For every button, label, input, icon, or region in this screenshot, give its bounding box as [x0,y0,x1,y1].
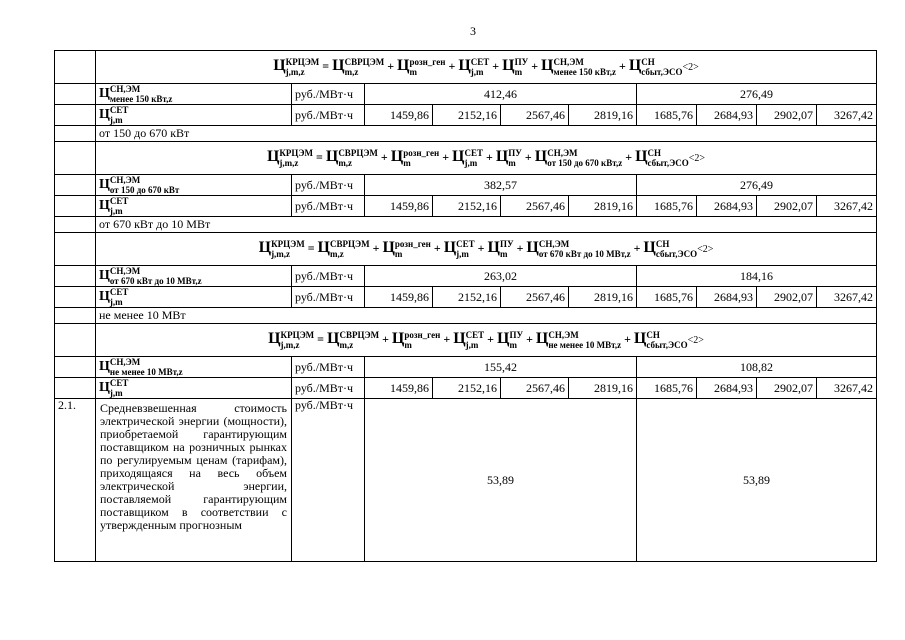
formula-part-plus: + [492,58,500,73]
value-cell: 2902,07 [757,378,817,399]
section-heading [96,308,877,324]
formula-part-C: Ц [99,267,110,283]
formula-part-eq: = [316,149,323,164]
price-formula [96,324,877,357]
formula-part-sup-pu: ПУ [509,330,524,340]
formula-part-sup-set: СЕТ [470,57,490,67]
value-cell: 1685,76 [637,378,697,399]
formula-part-sub-m: m [514,67,523,77]
value-cell: 276,49 [637,84,877,105]
value-cell: 1685,76 [637,105,697,126]
formula-part-C: Ц [99,288,110,304]
formula-part-sup-set: СЕТ [109,287,129,297]
formula-part-sub-snem: не менее 10 МВт,z [548,340,622,350]
formula-part-sup-sn-em: СН,ЭМ [109,84,141,94]
formula-part-C: Ц [390,147,404,165]
formula-part-plus: + [372,240,380,255]
item-number: 2.1. [55,399,96,562]
formula-part-ref-2: <2> [687,334,704,346]
formula-part-C: Ц [487,238,500,256]
formula-part-C: Ц [633,329,647,347]
formula-part-plus: + [486,149,493,164]
value-cell: 3267,42 [817,378,877,399]
formula-part-heading: не менее 10 МВт [99,308,186,322]
formula-part-sup-sn-em: СН,ЭМ [109,266,141,276]
formula-part-sub-jmz: j,m,z [285,67,305,77]
formula-part-ref-2: <2> [688,152,706,164]
formula-part-sup-set: СЕТ [456,239,475,249]
formula-part-sup-sn-em: СН,ЭМ [553,57,584,67]
value-cell: 2902,07 [757,105,817,126]
blank-cell [55,233,96,266]
formula-part-sup-sn: СН [646,330,660,340]
formula-part-sup-sn-em: СН,ЭМ [548,330,579,340]
blank-cell [55,357,96,378]
formula-part-sub-sbyt-eso: сбыт,ЭСО [641,67,683,77]
formula-part-sub-jm: j,m [109,115,123,125]
value-cell: 1685,76 [637,287,697,308]
formula-part-sup-sn-em: СН,ЭМ [109,357,141,367]
formula-part-sup-rozn-gen: розн_ген [404,330,441,340]
formula-part-plus: + [433,240,441,255]
formula-part-C: Ц [526,238,539,256]
unit-cell: руб./МВт·ч [292,175,365,196]
formula-part-C: Ц [266,147,280,165]
formula-part-sub-jm: j,m [109,297,123,307]
value-cell: 276,49 [637,175,877,196]
formula-part-sub-snem: менее 150 кВт,z [553,67,616,77]
formula-part-sup-set: СЕТ [109,105,129,115]
value-cell: 382,57 [365,175,637,196]
value-cell: 2819,16 [569,196,637,217]
formula-part-plus: + [625,149,633,164]
formula-part-sub-sbyt-eso: сбыт,ЭСО [646,340,688,350]
section-heading [96,217,877,233]
formula-part-sup-sn: СН [647,148,662,158]
unit-cell: руб./МВт·ч [292,357,365,378]
blank-cell [55,84,96,105]
formula-part-C: Ц [327,329,340,347]
formula-part-sup-sn-em: СН,ЭМ [109,175,141,185]
component-label-sn-em [96,175,292,196]
value-cell: 108,82 [637,357,877,378]
price-formula [96,233,877,266]
formula-part-C: Ц [534,147,548,165]
value-cell: 2684,93 [697,105,757,126]
formula-part-sub-jm: j,m [109,206,123,216]
formula-part-plus: + [526,331,533,346]
value-cell: 1685,76 [637,196,697,217]
formula-part-sub-m: m [404,340,412,350]
unit-cell: руб./МВт·ч [292,378,365,399]
component-label-sn-em [96,357,292,378]
formula-part-sup-set: СЕТ [465,330,485,340]
formula-part-label-sn-sub: менее 150 кВт,z [109,94,173,104]
value-cell: 53,89 [637,399,877,562]
formula-part-heading: от 150 до 670 кВт [99,126,190,140]
formula-part-sup-krcem: КРЦЭМ [280,330,315,340]
unit-cell: руб./МВт·ч [292,84,365,105]
item-description: Средневзвешенная стоимость электрической энергии (мощности), приобретаемой гарантирующим поставщиком на розничных рынках по регулируемым ценам (тарифам), приходящаяся на весь объем электрической энергии, поставляемой гарантирующим поставщиком в соответствии с утвержденным прогнозным [96,399,292,562]
formula-part-plus: + [380,149,388,164]
formula-part-label-sn-sub: не менее 10 МВт,z [109,367,183,377]
formula-part-sub-jm: j,m [465,340,479,350]
blank-cell [55,308,96,324]
formula-part-C: Ц [535,329,549,347]
formula-part-sup-krcem: КРЦЭМ [279,148,314,158]
component-label-set [96,287,292,308]
formula-part-sup-pu: ПУ [508,148,522,158]
formula-part-C: Ц [497,329,510,347]
component-label-set [96,378,292,399]
formula-part-C: Ц [635,147,648,165]
formula-part-sub-mz: m,z [338,158,353,168]
formula-part-C: Ц [453,329,466,347]
formula-part-sup-krcem: КРЦЭМ [271,239,305,249]
price-formula [96,51,877,84]
blank-cell [55,287,96,308]
formula-part-C: Ц [273,56,286,74]
formula-part-eq: = [307,240,315,255]
value-cell: 2684,93 [697,196,757,217]
formula-part-heading: от 670 кВт до 10 МВт [99,217,211,231]
price-formula [96,142,877,175]
page-number: 3 [470,24,476,38]
formula-part-sub-m: m [403,158,411,168]
blank-cell [55,142,96,175]
value-cell: 1459,86 [365,105,433,126]
formula-part-C: Ц [99,176,110,192]
value-cell: 2902,07 [757,196,817,217]
value-cell: 1459,86 [365,196,433,217]
formula-part-C: Ц [495,147,509,165]
formula-part-sub-jmz: j,m,z [279,158,299,168]
formula-part-C: Ц [99,106,110,122]
value-cell: 3267,42 [817,105,877,126]
formula-part-sup-sn: СН [655,239,670,249]
value-cell: 1459,86 [365,287,433,308]
formula-part-ref-2: <2> [682,61,699,73]
formula-part-C: Ц [443,238,457,256]
formula-part-C: Ц [317,238,330,256]
formula-part-sup-rozn-gen: розн_ген [394,239,431,249]
formula-part-sub-m: m [508,158,516,168]
formula-part-plus: + [633,240,641,255]
formula-part-sub-jmz: j,m,z [271,249,291,259]
value-cell: 2152,16 [433,287,501,308]
formula-part-C: Ц [458,56,471,74]
value-cell: 2819,16 [569,287,637,308]
component-label-set [96,105,292,126]
value-cell: 2567,46 [501,287,569,308]
formula-part-sup-krcem: КРЦЭМ [285,57,320,67]
value-cell: 412,46 [365,84,637,105]
formula-part-C: Ц [382,238,395,256]
formula-part-C: Ц [258,238,272,256]
value-cell: 2819,16 [569,105,637,126]
formula-part-C: Ц [99,85,110,101]
tariff-table [54,50,877,562]
formula-part-C: Ц [397,56,410,74]
value-cell: 2152,16 [433,196,501,217]
formula-part-sub-snem: от 150 до 670 кВт,z [547,158,623,168]
value-cell: 2567,46 [501,196,569,217]
formula-part-sup-pu: ПУ [514,57,529,67]
value-cell: 2152,16 [433,105,501,126]
formula-part-C: Ц [541,56,554,74]
formula-part-sup-sn: СН [641,57,655,67]
formula-part-plus: + [477,240,485,255]
formula-part-eq: = [322,58,330,73]
value-cell: 3267,42 [817,287,877,308]
formula-part-sub-m: m [394,249,403,259]
formula-part-C: Ц [99,358,110,374]
blank-cell [55,266,96,287]
formula-part-sup-rozn-gen: розн_ген [409,57,446,67]
formula-part-sub-mz: m,z [344,67,359,77]
unit-cell: руб./МВт·ч [292,287,365,308]
formula-part-C: Ц [452,147,465,165]
formula-part-plus: + [448,58,456,73]
value-cell: 53,89 [365,399,637,562]
unit-cell: руб./МВт·ч [292,196,365,217]
formula-part-sup-rozn-gen: розн_ген [403,148,440,158]
formula-part-sub-jm: j,m [464,158,478,168]
formula-part-sub-jmz: j,m,z [280,340,300,350]
blank-cell [55,51,96,84]
formula-part-sub-jm: j,m [456,249,469,259]
component-label-sn-em [96,84,292,105]
unit-cell: руб./МВт·ч [292,266,365,287]
formula-part-plus: + [624,331,631,346]
component-label-set [96,196,292,217]
formula-part-plus: + [618,58,626,73]
value-cell: 2684,93 [697,378,757,399]
formula-part-sup-set: СЕТ [109,378,129,388]
formula-part-C: Ц [268,329,281,347]
value-cell: 2567,46 [501,378,569,399]
formula-part-C: Ц [628,56,642,74]
formula-part-sup-sn-em: СН,ЭМ [538,239,570,249]
unit-cell: руб./МВт·ч [292,399,365,562]
value-cell: 2567,46 [501,105,569,126]
formula-part-sup-svrcem: СВРЦЭМ [329,239,370,249]
value-cell: 1459,86 [365,378,433,399]
formula-part-sup-set: СЕТ [109,196,129,206]
formula-part-sub-sbyt-eso: сбыт,ЭСО [655,249,698,259]
formula-part-C: Ц [643,238,656,256]
section-heading [96,126,877,142]
formula-part-sup-pu: ПУ [499,239,514,249]
formula-part-sup-set: СЕТ [464,148,483,158]
blank-cell [55,217,96,233]
value-cell: 2902,07 [757,287,817,308]
formula-part-plus: + [524,149,532,164]
formula-part-sub-m: m [409,67,417,77]
formula-part-plus: + [387,58,395,73]
blank-cell [55,105,96,126]
blank-cell [55,196,96,217]
formula-part-label-sn-sub: от 670 кВт до 10 МВт,z [109,276,202,286]
formula-part-plus: + [487,331,494,346]
formula-part-sub-sbyt-eso: сбыт,ЭСО [647,158,689,168]
value-cell: 155,42 [365,357,637,378]
unit-cell: руб./МВт·ч [292,105,365,126]
component-label-sn-em [96,266,292,287]
value-cell: 263,02 [365,266,637,287]
formula-part-C: Ц [99,197,110,213]
formula-part-sub-snem: от 670 кВт до 10 МВт,z [538,249,631,259]
formula-part-C: Ц [325,147,339,165]
blank-cell [55,324,96,357]
value-cell: 3267,42 [817,196,877,217]
formula-part-plus: + [443,331,451,346]
formula-part-sub-mz: m,z [339,340,354,350]
value-cell: 2152,16 [433,378,501,399]
formula-part-C: Ц [332,56,345,74]
formula-part-plus: + [516,240,524,255]
formula-part-sup-sn-em: СН,ЭМ [547,148,578,158]
formula-part-eq: = [317,331,325,346]
formula-part-C: Ц [502,56,515,74]
formula-part-sup-svrcem: СВРЦЭМ [344,57,385,67]
formula-part-ref-2: <2> [697,243,714,255]
blank-cell [55,378,96,399]
formula-part-sub-jm: j,m [470,67,484,77]
formula-part-plus: + [382,331,389,346]
value-cell: 2819,16 [569,378,637,399]
formula-part-plus: + [531,58,539,73]
value-cell: 2684,93 [697,287,757,308]
formula-part-sup-svrcem: СВРЦЭМ [338,148,378,158]
formula-part-sup-svrcem: СВРЦЭМ [339,330,380,340]
formula-part-label-sn-sub: от 150 до 670 кВт [109,185,180,195]
formula-part-C: Ц [99,379,110,395]
blank-cell [55,126,96,142]
formula-part-sub-jm: j,m [109,388,123,398]
formula-part-plus: + [442,149,450,164]
formula-part-sub-mz: m,z [329,249,344,259]
formula-part-sub-m: m [499,249,508,259]
blank-cell [55,175,96,196]
formula-part-C: Ц [391,329,405,347]
formula-part-sub-m: m [509,340,517,350]
value-cell: 184,16 [637,266,877,287]
